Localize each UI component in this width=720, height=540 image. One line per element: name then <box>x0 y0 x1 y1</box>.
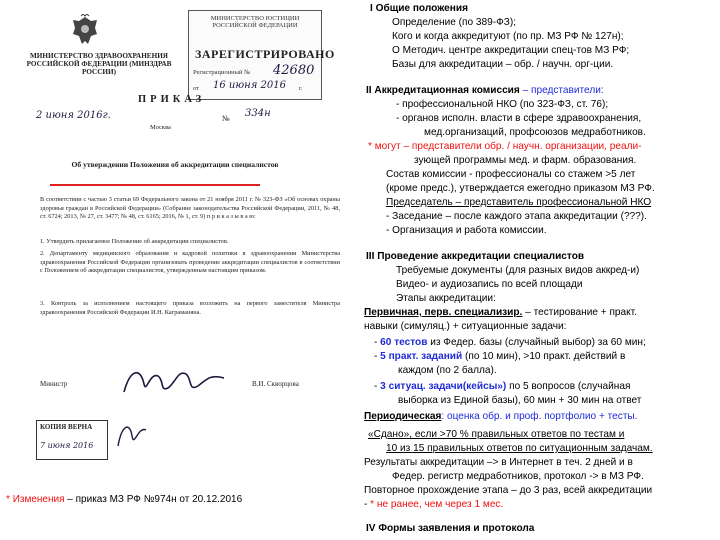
section-3-line: Этапы аккредитации: <box>396 293 496 304</box>
order-date: 2 июня 2016г. <box>36 110 111 121</box>
signature-icon <box>120 362 230 407</box>
primary-desc-2: навыки (симуляц.) + ситуационные задачи: <box>364 321 567 332</box>
order-title: Об утверждении Положения об аккредитации специалистов <box>71 160 279 169</box>
section-3-title: III Проведение аккредитации специалистов <box>366 251 585 262</box>
repeat-line: Повторное прохождение этапа – до 3 раз, всей аккредитации <box>364 485 653 496</box>
commission-line: мед.организаций, профсоюзов медработников. <box>424 127 646 138</box>
coat-of-arms-icon <box>70 14 100 53</box>
copy-date: 7 июня 2016 <box>40 441 94 450</box>
stage-dash: - <box>374 351 381 362</box>
commission-line: Состав комиссии - профессионалы со стажем >5 лет <box>386 169 636 180</box>
order-paragraph: 1. Утвердить прилагаемое Положение об аккредитации специалистов. <box>40 238 229 245</box>
footnote-label: Изменения <box>12 494 65 505</box>
section-1-item: Определение (по 389-ФЗ); <box>392 17 517 28</box>
stage-practical: 5 практ. заданий <box>380 351 463 362</box>
footnote-star: * <box>6 494 10 505</box>
order-heading: ПРИКАЗ <box>138 94 206 105</box>
primary-desc: – тестирование + практ. <box>522 307 637 318</box>
commission-line: зующей программы мед. и фарм. образования. <box>414 155 637 166</box>
stamp-registered: ЗАРЕГИСТРИРОВАНО <box>195 47 335 61</box>
section-3-line: Требуемые документы (для разных видов аккред-и) <box>396 265 640 276</box>
copy-stamp <box>36 420 108 460</box>
commission-line: * могут – представители обр. / научн. организации, реали- <box>368 141 642 152</box>
order-number-prefix: № <box>222 114 230 123</box>
pass-criteria: «Сдано», если >70 % правильных ответов по тестам и <box>368 429 625 440</box>
order-paragraph: 3. Контроль за исполнением настоящего приказа возложить на первого заместителя Министра здравоохранения Российской Федерации И.Н. Каграманяна. <box>40 300 340 316</box>
signer-role: Министр <box>40 380 68 388</box>
section-1-item: Базы для аккредитации – обр. / научн. орг-ции. <box>392 59 614 70</box>
commission-line: - Организация и работа комиссии. <box>386 225 547 236</box>
results-line: Результаты аккредитации –> в Интернет в теч. 2 дней и в <box>364 457 633 468</box>
stage-cases-desc: по 5 вопросов (случайная <box>506 381 631 392</box>
stamp-date: 16 июня 2016 <box>213 80 286 91</box>
stamp-reg-number: 42680 <box>273 63 315 78</box>
stage-practical-desc-2: каждом (по 2 балла). <box>398 365 497 376</box>
section-1-title: I Общие положения <box>370 3 468 14</box>
commission-line: - профессиональной НКО (по 323-ФЗ, ст. 76); <box>396 99 609 110</box>
copy-signature-icon <box>112 418 152 459</box>
pass-criteria-2: 10 из 15 правильных ответов по ситуационным задачам. <box>386 443 653 454</box>
order-number: 334н <box>245 108 271 119</box>
summary-column <box>364 0 716 540</box>
stage-cases-desc-2: выборка из Единой базы), 60 мин + 30 мин на ответ <box>398 395 642 406</box>
repeat-note: * не ранее, чем через 1 мес. <box>370 499 504 510</box>
red-underline <box>50 184 260 186</box>
section-3-line: Видео- и аудиозапись по всей площади <box>396 279 583 290</box>
stamp-reg-label: Регистрационный № <box>193 69 251 76</box>
order-paragraph: 2. Департаменту медицинского образования и кадровой политики в здравоохранении Министерства здравоохранения Российской Федерации организовать проведение аккредитации специалистов в соответствии с Положением об аккредитации специалистов, утвержденным настоящим приказом. <box>40 250 340 275</box>
results-line-2: Федер. регистр медработников, протокол -> в МЗ РФ. <box>392 471 644 482</box>
registration-stamp <box>188 10 335 100</box>
section-4-title: IV Формы заявления и протокола <box>366 523 535 534</box>
section-1-item: Кого и когда аккредитуют (по пр. МЗ РФ № 127н); <box>392 31 624 42</box>
stage-dash: - <box>374 337 381 348</box>
stage-practical-desc: (по 10 мин), >10 практ. действий в <box>462 351 626 362</box>
section-2-title: II Аккредитационная комиссия <box>366 85 520 96</box>
footnote-text: – приказ МЗ РФ №974н от 20.12.2016 <box>64 494 243 505</box>
stage-tests: 60 тестов <box>380 337 428 348</box>
stage-tests-desc: из Федер. базы (случайный выбор) за 60 мин; <box>427 337 646 348</box>
stamp-ministry: МИНИСТЕРСТВО ЮСТИЦИИ РОССИЙСКОЙ ФЕДЕРАЦИИ <box>210 15 300 29</box>
note-dash: - <box>364 499 371 510</box>
periodic-accreditation: Периодическая <box>364 411 442 422</box>
commission-line: (кроме предс.), утверждается ежегодно приказом МЗ РФ. <box>386 183 655 194</box>
commission-line: - Заседание – после каждого этапа аккредитации (???). <box>386 211 647 222</box>
periodic-desc: : оценка обр. и проф. портфолио + тесты. <box>441 411 638 422</box>
amendment-note <box>6 494 242 505</box>
stage-cases: 3 ситуац. задачи(кейсы») <box>380 381 507 392</box>
section-1-item: О Методич. центре аккредитации спец-тов МЗ РФ; <box>392 45 630 56</box>
primary-accreditation: Первичная, перв. специализир. <box>364 307 523 318</box>
copy-label: КОПИЯ ВЕРНА <box>40 423 93 431</box>
stamp-date-prefix: от <box>193 85 200 92</box>
order-paragraph: В соответствии с частью 3 статьи 69 Федерального закона от 21 ноября 2011 г. № 323-ФЗ «Об основах охраны здоровья граждан в Российской Федерации» (Собрание законодательства Российской Федерации, 2011, № 48, ст. 6724; 2013, № 27, ст. 3477; № 48, ст. 6165; 2016, № 1, ст. 9) п р и к а з ы в а ю: <box>40 196 340 221</box>
commission-line: - органов исполн. власти в сфере здравоохранения, <box>396 113 642 124</box>
section-2-subtitle: – представители: <box>519 85 604 96</box>
order-city: Москва <box>150 124 171 131</box>
stage-dash: - <box>374 381 381 392</box>
commission-chair: Председатель – представитель профессиональной НКО <box>386 197 652 208</box>
signer-name: В.И. Скворцова <box>252 380 299 388</box>
stamp-year-suffix: г. <box>299 85 303 92</box>
ministry-header: МИНИСТЕРСТВО ЗДРАВООХРАНЕНИЯ РОССИЙСКОЙ ФЕДЕРАЦИИ (МИНЗДРАВ РОССИИ) <box>26 52 172 76</box>
